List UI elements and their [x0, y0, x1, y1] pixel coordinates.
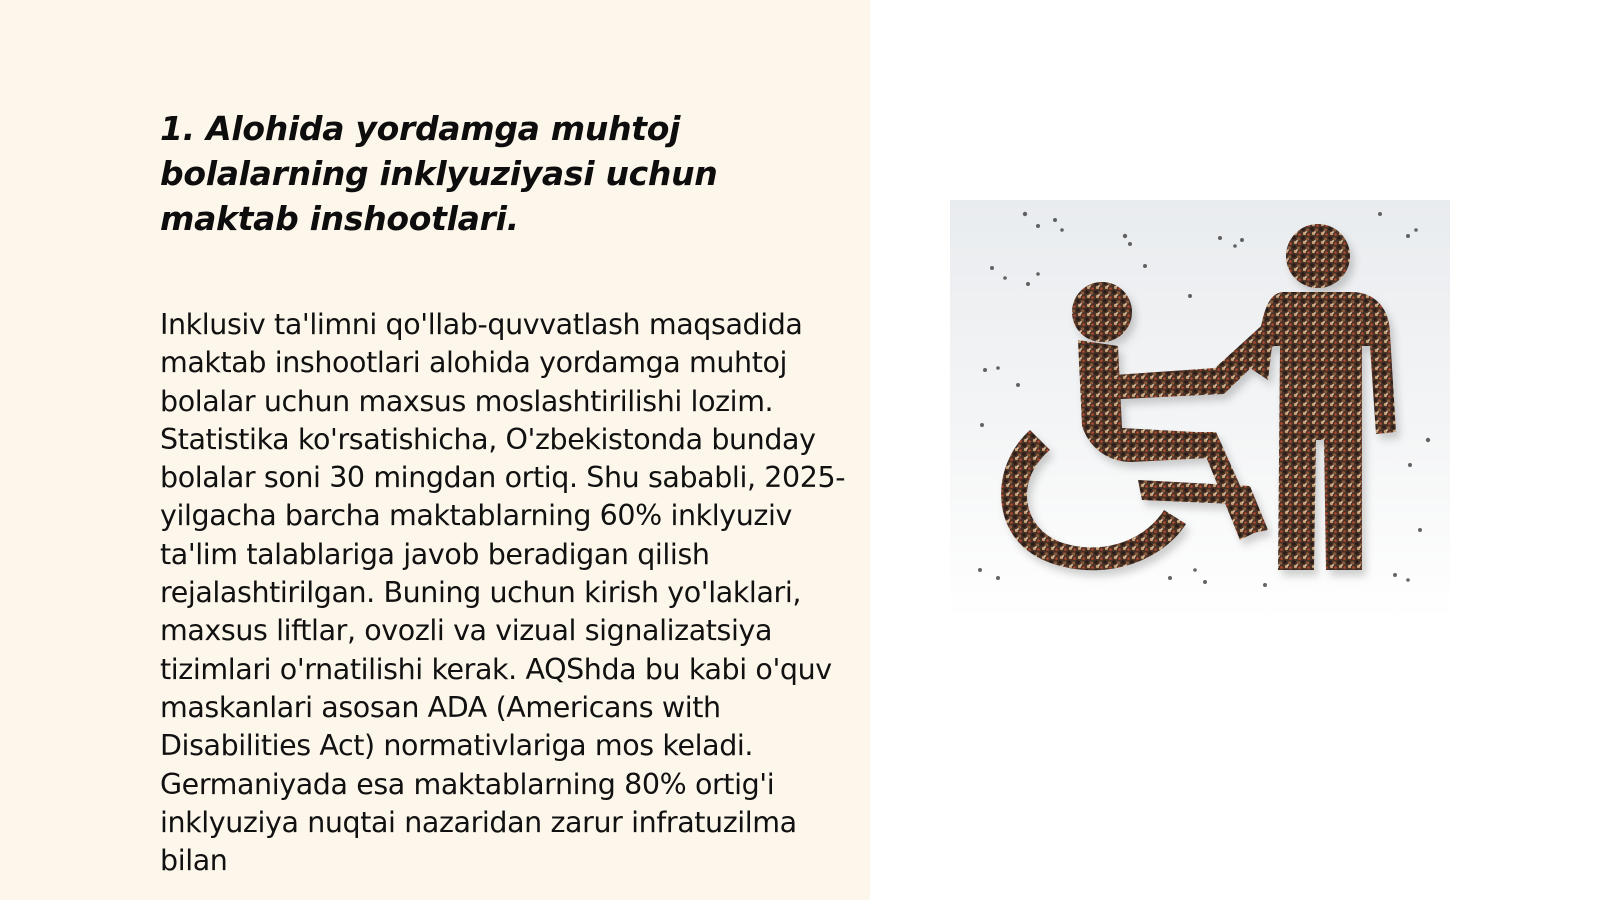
slide-title: 1. Alohida yordamga muhtoj bolalarning inklyuziyasi uchun maktab inshootlari.	[160, 109, 718, 238]
slide-body-text: Inklusiv ta'limni qo'llab-quvvatlash maqsadida maktab inshootlari alohida yordamga muhtoj bolalar uchun maxsus moslashtirilishi lozim. Statistika ko'rsatishicha, O'zbekistonda bunday bolalar soni 30 mingdan ortiq. Shu sababli, 2025-yilgacha barcha maktablarning 60% inklyuziv ta'lim talablariga javob beradigan qilish rejalashtirilgan. Buning uchun kirish yo'laklari, maxsus liftlar, ovozli va vizual signalizatsiya tizimlari o'rnatilishi kerak. AQShda bu kabi o'quv maskanlari asosan ADA (Americans with Disabilities Act) normativlariga mos keladi. Germaniyada esa maktablarning 80% ortig'i inklyuziya nuqtai nazaridan zarur infratuzilma bilan	[160, 308, 846, 878]
wheelchair-accessibility-crowd-icon	[950, 200, 1450, 620]
accessibility-illustration	[950, 200, 1450, 620]
